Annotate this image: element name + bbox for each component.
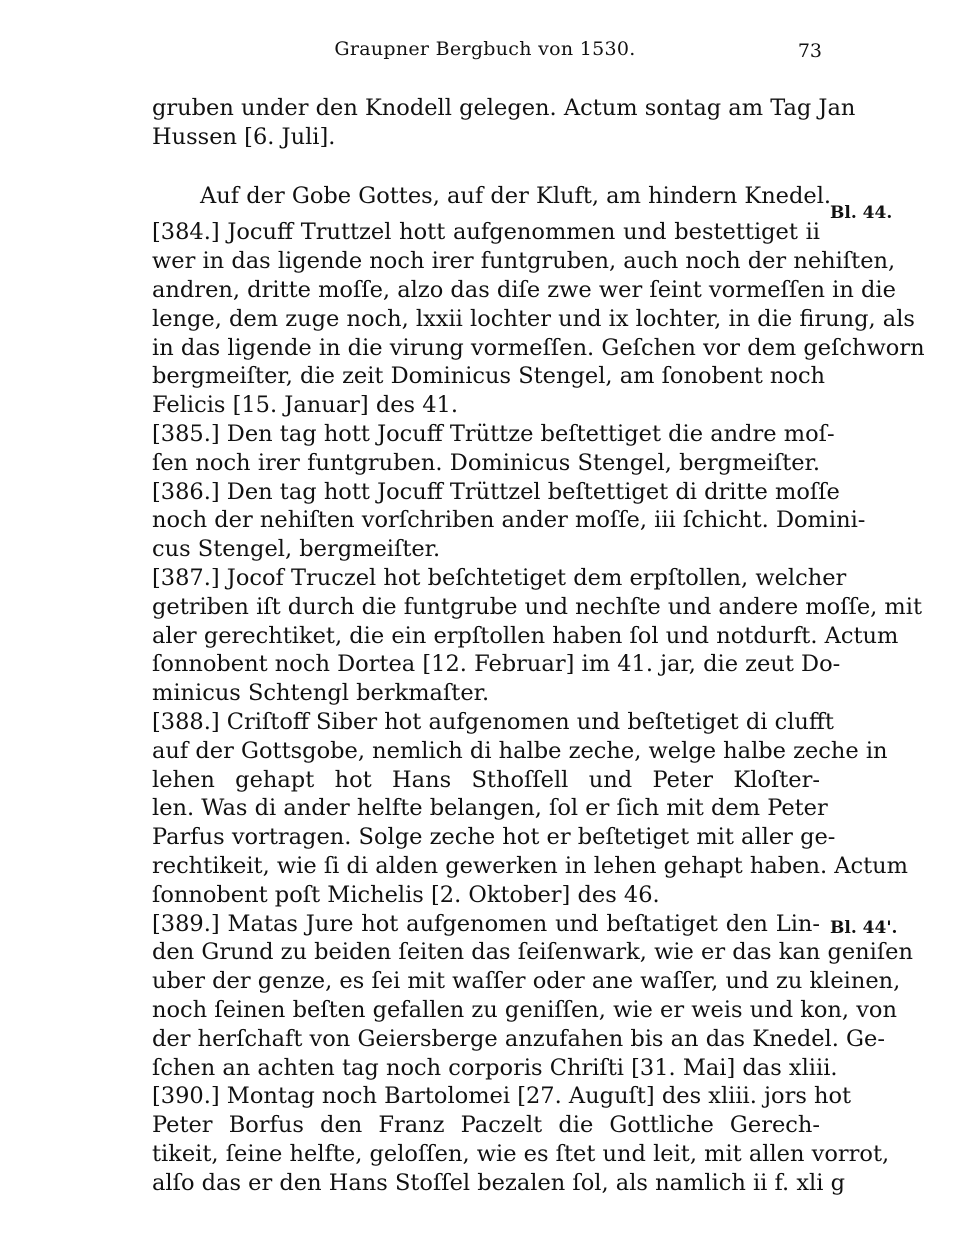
text-line: ſonnobent noch Dortea [12. Februar] im 41. jar, die zeut Do- — [152, 651, 841, 678]
text-line: len. Was di ander helfte belangen, ſol er ſich mit dem Peter — [152, 795, 828, 822]
text-line: den Grund zu beiden ſeiten das ſeiſenwark, wie er das kan geniſen — [152, 939, 913, 966]
text-line: [384.] Jocuff Truttzel hott aufgenommen und bestettiget ii — [152, 219, 820, 246]
text-line: noch ſeinen beſten gefallen zu geniſſen, wie er weis und kon, von — [152, 996, 897, 1023]
running-title: Graupner Bergbuch von 1530. — [334, 38, 636, 60]
text-line: ſonnobent poſt Michelis [2. Oktober] des 46. — [152, 881, 660, 908]
text-line: ſen noch irer funtgruben. Dominicus Stengel, bergmeiſter. — [152, 449, 820, 476]
spacer — [152, 152, 820, 182]
text-line: lenge, dem zuge noch, lxxii lochter und ix lochter, in die firung, als — [152, 305, 915, 332]
text-line: [386.] Den tag hott Jocuff Trüttzel beſtettiget di dritte moſſe — [152, 478, 840, 505]
text-line: [389.] Matas Jure hot aufgenomen und beſtatiget den Lin- — [152, 910, 820, 937]
margin-note-folio-44-verso: Bl. 44'. — [830, 918, 898, 938]
page-number: 73 — [797, 40, 822, 62]
text-line: [390.] Montag noch Bartolomei [27. Auguſt] des xliii. jors hot — [152, 1083, 852, 1110]
text-line: der herſchaft von Geiersberge anzufahen bis an das Knedel. Ge- — [152, 1025, 885, 1052]
text-line: getriben iſt durch die funtgrube und nechſte und andere moſſe, mit — [152, 593, 923, 620]
text-line: lehen gehapt hot Hans Sthoſſell und Peter Kloſter- — [152, 766, 820, 793]
text-line: tikeit, ſeine helfte, geloſſen, wie es ſtet und leit, mit allen vorrot, — [152, 1140, 890, 1167]
text-line: Peter Borfus den Franz Paczelt die Gottliche Gerech- — [152, 1112, 820, 1139]
text-line: auf der Gottsgobe, nemlich di halbe zeche, welge halbe zeche in — [152, 737, 888, 764]
text-line: andren, dritte moſſe, alzo das diſe zwe wer ſeint vormeſſen in die — [152, 276, 896, 303]
text-line: in das ligende in die virung vormeſſen. Geſchen vor dem geſchworn — [152, 334, 925, 361]
text-line: Parfus vortragen. Solge zeche hot er beſtetiget mit aller ge- — [152, 824, 836, 851]
text-line: uber der genze, es ſei mit waſſer oder ane waſſer, und zu kleinen, — [152, 968, 901, 995]
text-line: minicus Schtengl berkmaſter. — [152, 680, 490, 707]
text-line: wer in das ligende noch irer funtgruben, auch noch der nehiſten, — [152, 248, 896, 275]
margin-note-folio-44: Bl. 44. — [830, 203, 893, 223]
text-line: cus Stengel, bergmeiſter. — [152, 536, 441, 563]
text-line: rechtikeit, wie ſi di alden gewerken in lehen gehapt haben. Actum — [152, 852, 909, 879]
text-line: gruben under den Knodell gelegen. Actum sontag am Tag Jan — [152, 95, 856, 121]
section-heading: Auf der Gobe Gottes, auf der Kluft, am hindern Knedel. — [200, 182, 832, 209]
text-line: ſchen an achten tag noch corporis Chriſti [31. Mai] das xliii. — [152, 1054, 838, 1081]
text-line: alſo das er den Hans Stoſſel bezalen ſol, als namlich ii f. xli g — [152, 1169, 845, 1196]
text-line: aler gerechtiket, die ein erpſtollen haben ſol und notdurft. Actum — [152, 622, 899, 649]
text-line: [385.] Den tag hott Jocuff Trüttze beſtettiget die andre moſ- — [152, 420, 835, 447]
page-header — [150, 38, 820, 70]
section-heading-block — [200, 182, 832, 211]
text-line: Felicis [15. Januar] des 41. — [152, 392, 459, 419]
text-line: [387.] Jocof Truczel hot beſchtetiget dem erpſtollen, welcher — [152, 564, 847, 591]
text-line: noch der nehiſten vorſchriben ander moſſe, iii ſchicht. Domini- — [152, 507, 866, 534]
text-line: Hussen [6. Juli]. — [152, 123, 336, 150]
text-line: bergmeiſter, die zeit Dominicus Stengel, am ſonobent noch — [152, 363, 826, 390]
text-line: [388.] Criſtoff Siber hot aufgenomen und beſtetiget di clufft — [152, 708, 834, 735]
